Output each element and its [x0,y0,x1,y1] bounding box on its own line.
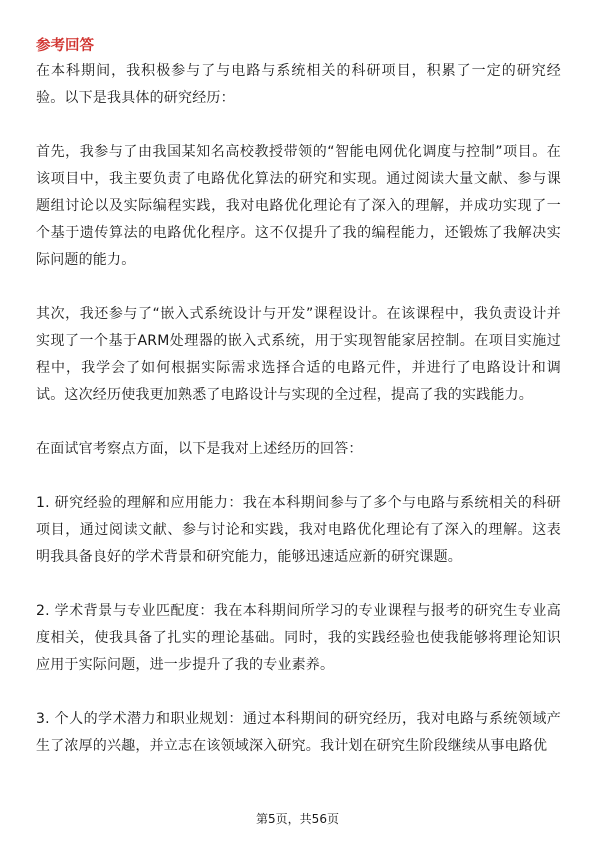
page-number-footer: 第5页，共56页 [256,812,339,826]
paragraph-interviewer-points: 在面试官考察点方面，以下是我对上述经历的回答： [36,441,363,457]
paragraph-point-2: 2. 学术背景与专业匹配度：我在本科期间所学习的专业课程与报考的研究生专业高度相关，使我具备了扎实的理论基础。同时，我的实践经验也使我能够将理论知识应用于实际问题，进一步提升了我的专业素养。 [36,603,561,673]
paragraph-point-3: 3. 个人的学术潜力和职业规划：通过本科期间的研究经历，我对电路与系统领域产生了浓厚的兴趣，并立志在该领域深入研究。我计划在研究生阶段继续从事电路优 [36,711,561,754]
answer-heading: 参考回答 [36,38,94,54]
document-page [36,36,561,787]
paragraph-second-project: 其次，我还参与了“嵌入式系统设计与开发”课程设计。在该课程中，我负责设计并实现了一个基于ARM处理器的嵌入式系统，用于实现智能家居控制。在项目实施过程中，我学会了如何根据实际需求选择合适的电路元件，并进行了电路设计和调试。这次经历使我更加熟悉了电路设计与实现的全过程，提高了我的实践能力。 [36,306,561,403]
paragraph-intro: 在本科期间，我积极参与了与电路与系统相关的科研项目，积累了一定的研究经验。以下是我具体的研究经历： [36,63,561,106]
paragraph-point-1: 1. 研究经验的理解和应用能力：我在本科期间参与了多个与电路与系统相关的科研项目，通过阅读文献、参与讨论和实践，我对电路优化理论有了深入的理解。这表明我具备良好的学术背景和研究能力，能够迅速适应新的研究课题。 [36,495,561,565]
paragraph-first-project: 首先，我参与了由我国某知名高校教授带领的“智能电网优化调度与控制”项目。在该项目中，我主要负责了电路优化算法的研究和实现。通过阅读大量文献、参与课题组讨论以及实际编程实践，我对电路优化理论有了深入的理解，并成功实现了一个基于遗传算法的电路优化程序。这不仅提升了我的编程能力，还锻炼了我解决实际问题的能力。 [36,144,561,268]
